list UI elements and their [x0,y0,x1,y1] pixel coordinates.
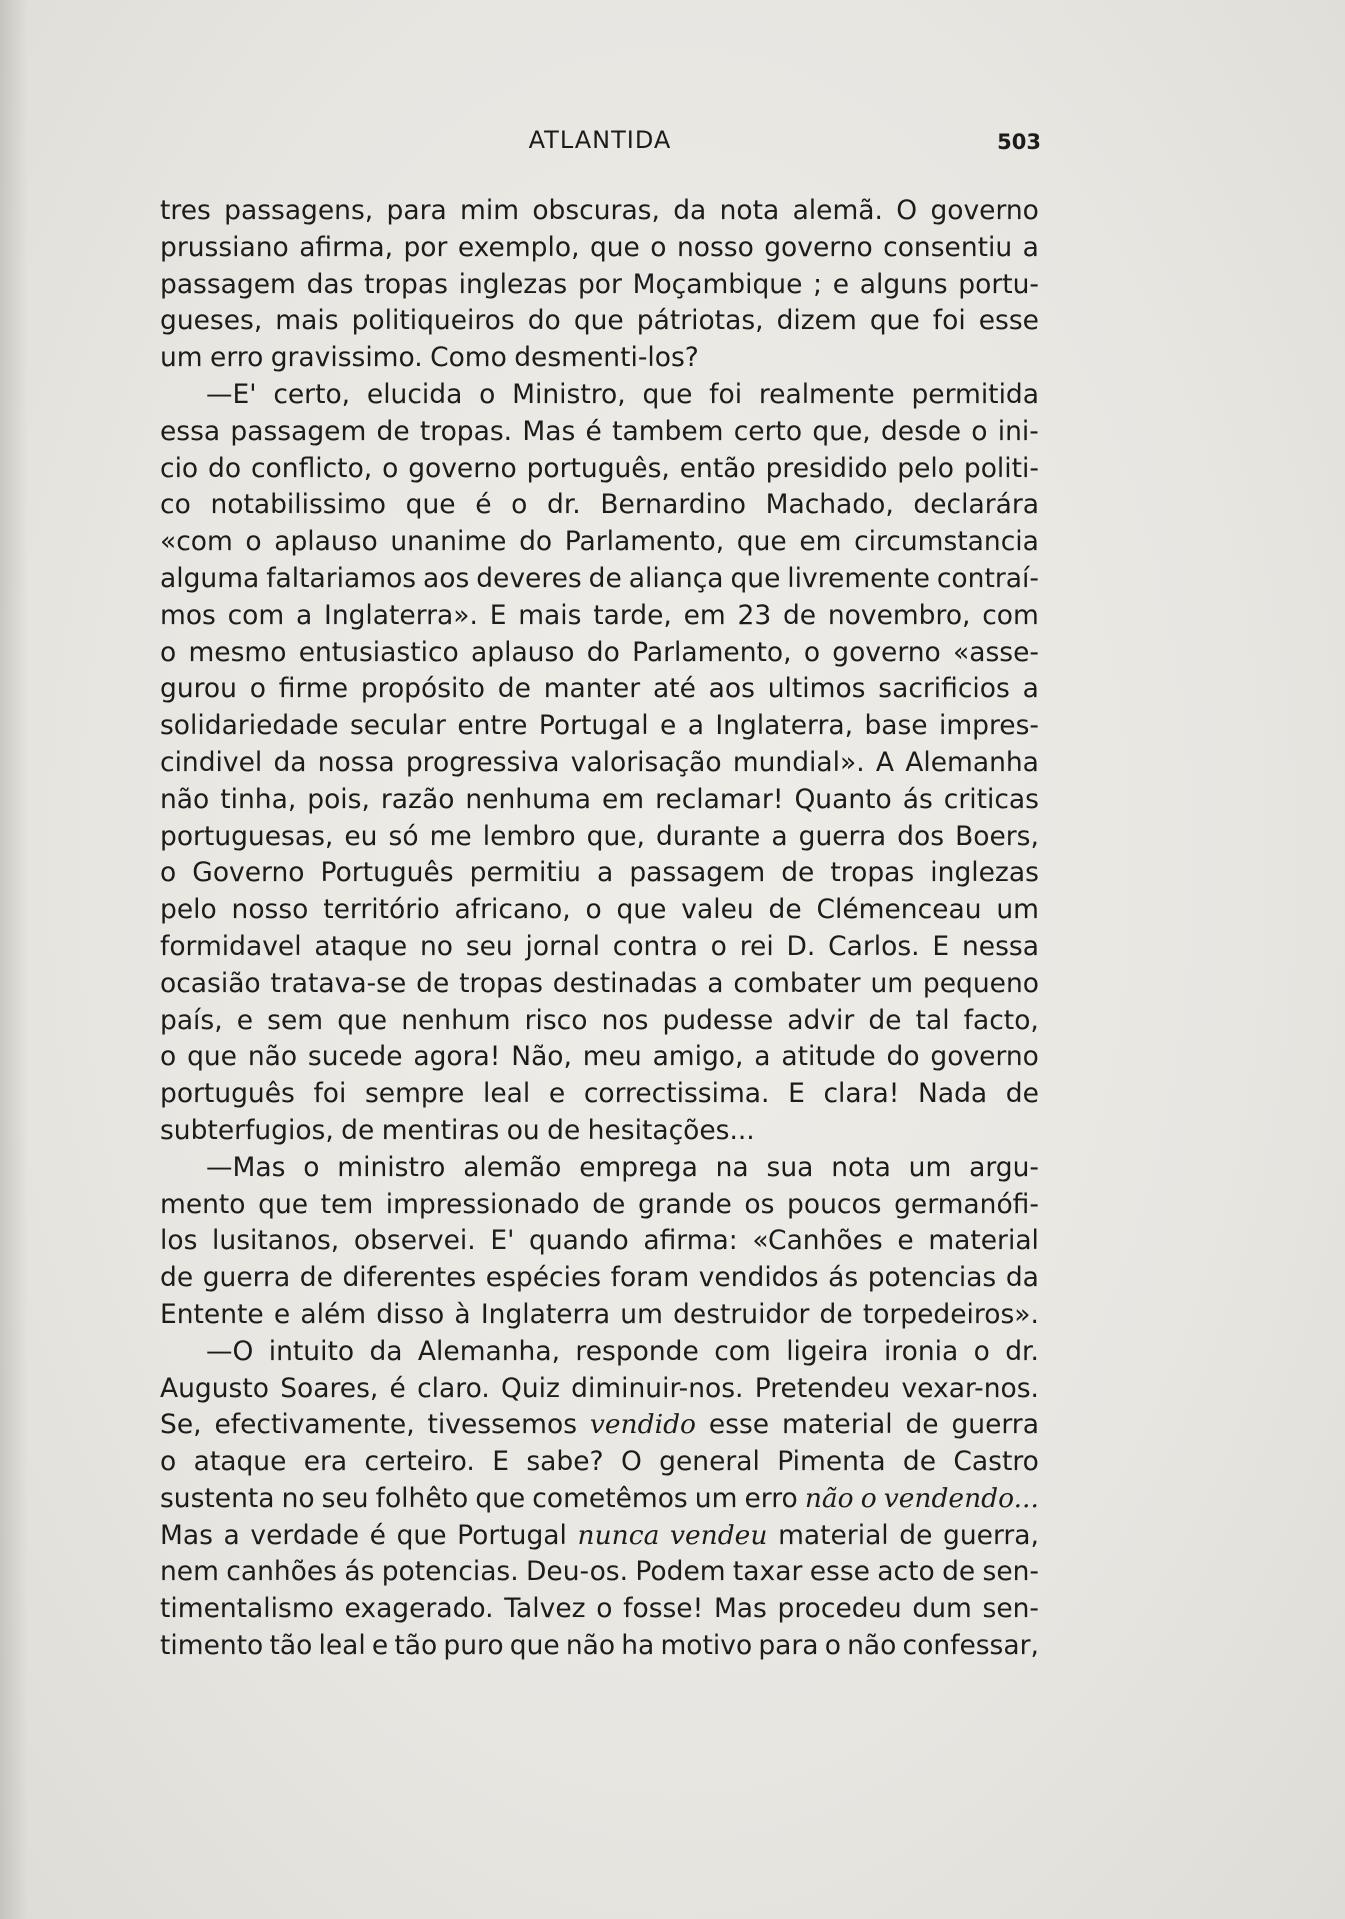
text-line: mento que tem impressionado de grande os poucos germanófi- [160,1188,1039,1220]
text-line: nem canhões ás potencias. Deu-os. Podem taxar esse acto de sen- [160,1556,1039,1588]
text-line: ocasião tratava-se de tropas destinadas a combater um pequeno [160,967,1039,999]
text-line: cindivel da nossa progressiva valorisação mundial». A Alemanha [160,746,1039,778]
running-head [160,122,1040,158]
text-line: timentalismo exagerado. Talvez o fosse! Mas procedeu dum sen- [160,1593,1039,1625]
text-line: formidavel ataque no seu jornal contra o rei D. Carlos. E nessa [160,930,1039,962]
text-line: portuguesas, eu só me lembro que, durante a guerra dos Boers, [160,820,1039,852]
page-edge-shadow [0,0,28,1919]
text-line: o que não sucede agora! Não, meu amigo, a atitude do governo [160,1041,1039,1073]
text-line: alguma faltariamos aos deveres de aliança que livremente contraí- [160,562,1039,594]
text-line: timento tão leal e tão puro que não ha motivo para o não confessar, [160,1630,1039,1662]
text-line: —Mas o ministro alemão emprega na sua nota um argu- [206,1151,1039,1183]
page-number: 503 [997,130,1041,154]
text-line: um erro gravissimo. Como desmenti-los? [160,342,699,374]
text-line: subterfugios, de mentiras ou de hesitações... [160,1114,755,1146]
text-line: de guerra de diferentes espécies foram vendidos ás potencias da [160,1262,1039,1294]
text-line: Mas a verdade é que Portugal nunca vendeu material de guerra, [160,1519,1039,1551]
text-line: o ataque era certeiro. E sabe? O general Pimenta de Castro [160,1446,1039,1478]
text-line: o mesmo entusiastico aplauso do Parlamento, o governo «asse- [160,636,1039,668]
text-line: Entente e além disso à Inglaterra um destruidor de torpedeiros». [160,1298,1039,1330]
text-line: tres passagens, para mim obscuras, da nota alemã. O governo [160,195,1039,226]
text-line: essa passagem de tropas. Mas é tambem certo que, desde o ini- [160,415,1039,447]
running-title: ATLANTIDA [528,126,672,154]
text-line: pelo nosso território africano, o que valeu de Clémenceau um [160,894,1039,926]
text-line: sustenta no seu folhêto que cometêmos um erro não o vendendo... [160,1482,1039,1514]
text-line: país, e sem que nenhum risco nos pudesse advir de tal facto, [160,1004,1039,1036]
text-line: —O intuito da Alemanha, responde com ligeira ironia o dr. [206,1335,1039,1367]
text-line: prussiano afirma, por exemplo, que o nosso governo consentiu a [160,231,1039,263]
text-line: passagem das tropas inglezas por Moçambique ; e alguns portu- [160,268,1039,300]
text-line: solidariedade secular entre Portugal e a Inglaterra, base impres- [160,710,1039,742]
text-line: não tinha, pois, razão nenhuma em reclamar! Quanto ás criticas [160,783,1039,815]
text-line: mos com a Inglaterra». E mais tarde, em 23 de novembro, com [160,599,1039,631]
text-line: Se, efectivamente, tivessemos vendido esse material de guerra [160,1409,1039,1441]
text-line: o Governo Português permitiu a passagem de tropas inglezas [160,857,1039,889]
text-line: português foi sempre leal e correctissima. E clara! Nada de [160,1078,1039,1110]
text-line: gueses, mais politiqueiros do que pátriotas, dizem que foi esse [160,305,1039,337]
text-line: los lusitanos, observei. E' quando afirma: «Canhões e material [160,1225,1039,1257]
text-line: gurou o firme propósito de manter até aos ultimos sacrificios a [160,673,1039,705]
text-line: co notabilissimo que é o dr. Bernardino Machado, declarára [160,489,1039,521]
text-line: «com o aplauso unanime do Parlamento, que em circumstancia [160,526,1039,558]
text-line: cio do conflicto, o governo português, então presidido pelo politi- [160,452,1039,484]
text-line: —E' certo, elucida o Ministro, que foi realmente permitida [206,378,1039,410]
text-line: Augusto Soares, é claro. Quiz diminuir-nos. Pretendeu vexar-nos. [160,1372,1039,1404]
body-text [160,193,1039,1665]
